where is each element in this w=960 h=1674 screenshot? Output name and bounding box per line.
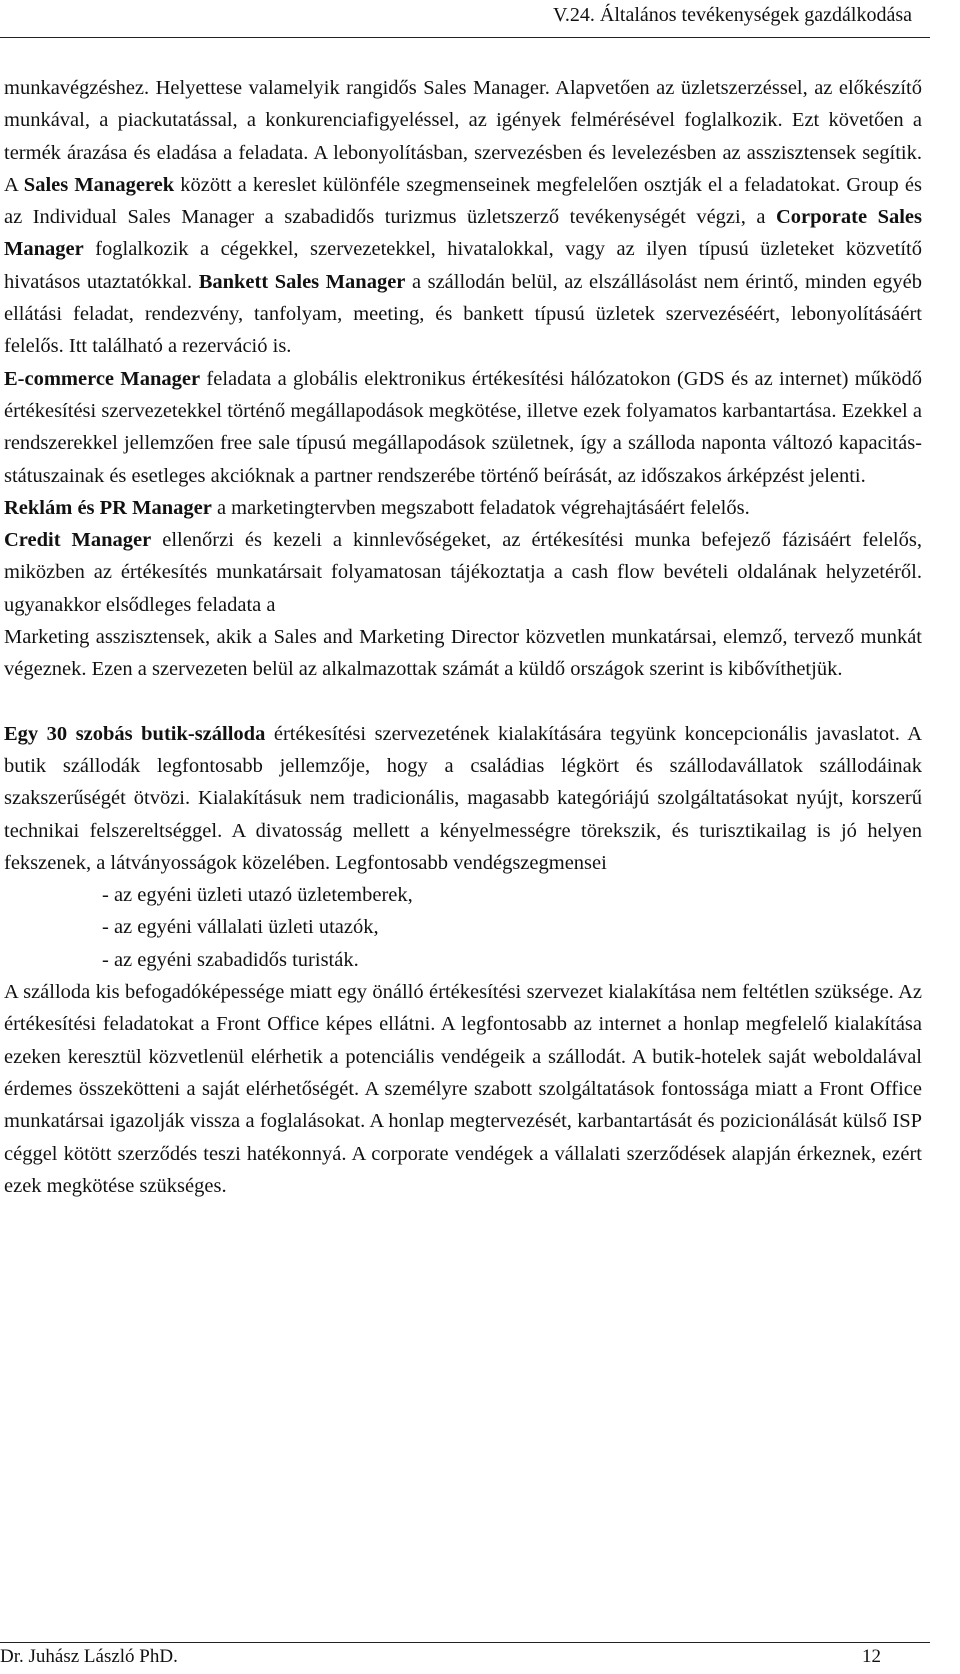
bold-term: Egy 30 szobás butik-szálloda	[4, 722, 266, 745]
bold-term: Credit Manager	[4, 529, 152, 552]
text-run: a szállodán belül, az elszállásolást nem érintő, minden egyéb ellátási feladat, rendezvény, tanfolyam, meeting, és bankett típusú üzletek szervezéséért, lebonyolításáért felelős. Itt található a rezerváció is.	[4, 270, 922, 358]
list-item: - az egyéni üzleti utazó üzletemberek,	[102, 884, 413, 907]
paragraph-sales-managers	[4, 72, 922, 363]
text-run: ellenőrzi és kezeli a kinnlevőségeket, az értékesítési munka befejező fázisáért felelős, miközben az értékesítés munkatársait folyamatosan tájékoztatja a cash flow bevételi oldalának helyzetéről. ugyanakkor elsődleges feladata a	[4, 529, 922, 616]
list-item: - az egyéni szabadidős turisták.	[102, 948, 359, 971]
bold-term: Corporate Sales Manager	[4, 206, 922, 261]
paragraph-boutique-hotel	[4, 718, 922, 879]
text-run: a marketingtervben megszabott feladatok végrehajtásáért felelős.	[211, 496, 750, 519]
page-number: 12	[862, 1646, 881, 1667]
text-run: között a kereslet különféle szegmenseinek megfelelően osztják el a feladatokat. Group és az Individual Sales Manager a szabadidős turizmus üzletszerző tevékenységét végzi, a	[4, 173, 922, 229]
footer-divider	[0, 1642, 930, 1643]
running-header: V.24. Általános tevékenységek gazdálkodása	[553, 4, 912, 26]
paragraph-credit-manager	[4, 524, 922, 621]
text-run: feladata a globális elektronikus értékesítési hálózatokon (GDS és az internet) működő értékesítési szervezetekkel történő megállapodások megkötése, illetve ezek folyamatos karbantartása. Ezekkel a rendszerekkel jellemzően free sale típusú megállapodások születnek, így a szálloda naponta változó kapacitás-státuszainak és esetleges akcióknak a partner rendszerébe történő beírását, az időszakos árképzést jelenti.	[4, 367, 922, 487]
bold-term: Sales Managerek	[23, 173, 175, 196]
text-run: értékesítési szervezetének kialakítására tegyünk koncepcionális javaslatot. A butik szállodák legfontosabb jellemzője, hogy a családias légkört és szállodavállatok szállodáinak szakszerűségét ötvözi. Kialakításuk nem tradicionális, magasabb kategóriájú szolgáltatásokat nyújt, korszerű technikai felszereltséggel. A divatosság mellett a kényelmességre törekszik, és turisztikailag is jó helyen fekszenek, a látványosságok közelében. Legfontosabb vendégszegmensei	[4, 722, 923, 874]
paragraph-ecommerce-manager	[4, 363, 922, 492]
list-item: - az egyéni vállalati üzleti utazók,	[102, 916, 379, 939]
bold-term: Bankett Sales Manager	[198, 270, 406, 293]
guest-segment-list	[4, 879, 922, 976]
paragraph-pr-manager	[4, 492, 922, 524]
paragraph-marketing-assistants: Marketing asszisztensek, akik a Sales and Marketing Director közvetlen munkatársai, elemző, tervező munkát végeznek. Ezen a szervezeten belül az alkalmazottak számát a küldő országok szerint is kibővíthetjük.	[4, 626, 922, 681]
text-run: foglalkozik a cégekkel, szervezetekkel, hivatalokkal, vagy az ilyen típusú üzleteket közvetítő hivatásos utaztatókkal.	[4, 238, 922, 293]
bold-term: Reklám és PR Manager	[4, 496, 212, 519]
paragraph-gap	[4, 686, 922, 718]
bold-term: E-commerce Manager	[4, 367, 201, 390]
document-body	[4, 72, 922, 1202]
text-run: munkavégzéshez. Helyettese valamelyik rangidős Sales Manager. Alapvetően az üzletszerzéssel, az előkészítő munkával, a piackutatással, a konkurenciafigyeléssel, az igények felmérésével foglalkozik. Ezt követően a termék árazása és eladása a feladata. A lebonyolításban, szervezésben és levelezésben az asszisztensek segítik. A	[4, 77, 922, 196]
footer-author: Dr. Juhász László PhD.	[0, 1646, 178, 1667]
paragraph-sales-organization: A szálloda kis befogadóképessége miatt egy önálló értékesítési szervezet kialakítása nem feltétlen szüksége. Az értékesítési feladatokat a Front Office képes ellátni. A legfontosabb az internet a honlap megfelelő kialakítása ezeken keresztül közvetlenül elérhetik a potenciális vendégeik a szállodát. A butik-hotelek saját weboldalával érdemes összekötteni a saját elérhetőségét. A személyre szabott szolgáltatások fontossága miatt a Front Office munkatársai igazolják vissza a foglalásokat. A honlap megtervezését, karbantartását és pozicionálását külső ISP céggel kötött szerződés teszi hatékonnyá. A corporate vendégek a vállalati szerződések alapján érkeznek, ezért ezek megkötése szükséges.	[4, 981, 922, 1197]
header-divider	[0, 37, 930, 38]
